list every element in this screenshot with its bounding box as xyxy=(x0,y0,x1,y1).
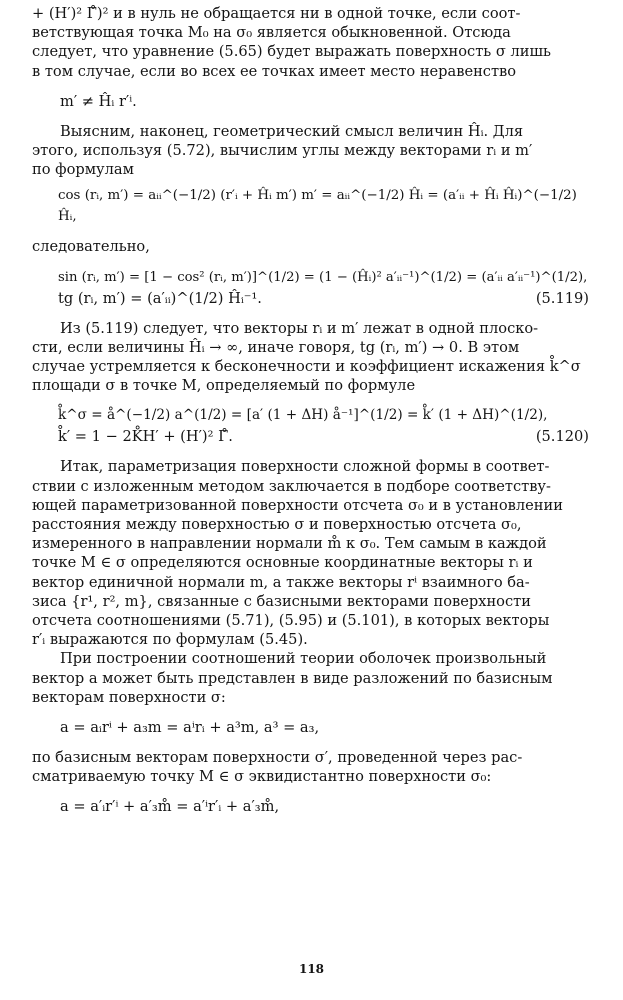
text-line: сти, если величины Ĥᵢ → ∞, иначе говоря, tg (rᵢ, m′) → 0. В этом xyxy=(32,338,520,356)
text-line: отсчета соотношениями (5.71), (5.95) и (5.101), в которых векторы xyxy=(32,612,550,630)
text-line: точке M ∈ σ определяются основные координатные векторы rᵢ и xyxy=(32,554,533,572)
equation-number: (5.119) xyxy=(535,289,589,307)
text-line: ющей параметризованной поверхности отсчета σ₀ и в установлении xyxy=(32,496,563,514)
formula-k-sigma: k̊^σ = å^(−1/2) a^(1/2) = [a′ (1 + ΔH) å⁻¹]^(1/2) = k̊′ (1 + ΔH)^(1/2), xyxy=(58,407,548,424)
text-line: Итак, параметризация поверхности сложной формы в соответ- xyxy=(60,458,550,476)
text-line: площади σ в точке M, определяемый по формуле xyxy=(32,377,416,395)
text-line: r′ᵢ выражаются по формулам (5.45). xyxy=(32,631,308,649)
page-number: 118 xyxy=(298,962,325,976)
text-line: векторам поверхности σ: xyxy=(32,688,226,706)
text-line: сматриваемую точку M ∈ σ эквидистантно поверхности σ₀: xyxy=(32,768,492,786)
text-line: вектор a может быть представлен в виде разложений по базисным xyxy=(32,669,553,687)
paragraph-1 xyxy=(32,4,593,81)
paragraph-6 xyxy=(32,649,593,707)
text-line: по базисным векторам поверхности σ′, проведенной через рас- xyxy=(32,749,523,767)
formula-sin: sin (rᵢ, m′) = [1 − cos² (rᵢ, m′)]^(1/2) = (1 − (Ĥᵢ)² a′ᵢᵢ⁻¹)^(1/2) = (a′ᵢᵢ a′ᵢᵢ⁻¹)^(1/2), xyxy=(58,269,588,285)
formula-expansion-sigma-prime: a = a′ᵢr′ⁱ + a′₃m̊ = a′ⁱr′ᵢ + a′₃m̊, xyxy=(60,798,280,816)
text-line: по формулам xyxy=(32,161,134,179)
formula-expansion-sigma: a = aᵢrⁱ + a₃m = aⁱrᵢ + a³m, a³ = a₃, xyxy=(60,719,320,737)
text-line: следует, что уравнение (5.65) будет выражать поверхность σ лишь xyxy=(32,43,552,61)
text-line: следовательно, xyxy=(32,238,150,256)
formula-inequality: m′ ≠ Ĥᵢ r′ⁱ. xyxy=(60,92,137,110)
formula-k-prime: k̊′ = 1 − 2K̊H′ + (H′)² Γ̊. (5.120) xyxy=(58,428,589,446)
text-line: случае устремляется к бесконечности и коэффициент искажения k̊^σ xyxy=(32,358,581,376)
equation-number: (5.120) xyxy=(535,428,589,446)
text-line: Выясним, наконец, геометрический смысл величин Ĥᵢ. Для xyxy=(60,122,524,140)
text-line: расстояния между поверхностью σ и поверхностью отсчета σ₀, xyxy=(32,516,522,534)
text-line: в том случае, если во всех ее точках имеет место неравенство xyxy=(32,62,517,80)
text-line: измеренного в направлении нормали m̊ к σ₀. Тем самым в каждой xyxy=(32,535,547,553)
text-line: ствии с изложенным методом заключается в подборе соответству- xyxy=(32,477,551,495)
paragraph-7 xyxy=(32,748,593,786)
text-line: этого, используя (5.72), вычислим углы между векторами rᵢ и m′ xyxy=(32,142,533,160)
text-line: Из (5.119) следует, что векторы rᵢ и m′ лежат в одной плоско- xyxy=(60,319,539,337)
formula-tg: tg (rᵢ, m′) = (a′ᵢᵢ)^(1/2) Ĥᵢ⁻¹. (5.119) xyxy=(58,289,589,307)
text-line: ветствующая точка M₀ на σ₀ является обыкновенной. Отсюда xyxy=(32,24,511,42)
text-line: + (H′)² Γ̊)² и в нуль не обращается ни в одной точке, если соот- xyxy=(32,5,521,22)
text-line: При построении соотношений теории оболочек произвольный xyxy=(60,650,547,668)
paragraph-2 xyxy=(32,122,593,180)
paragraph-4 xyxy=(32,319,593,396)
formula-cos: cos (rᵢ, m′) = aᵢᵢ^(−1/2) (r′ᵢ + Ĥᵢ m′) m′ = aᵢᵢ^(−1/2) Ĥᵢ = (a′ᵢᵢ + Ĥᵢ Ĥᵢ)^(−1/2) Ĥᵢ, xyxy=(58,188,577,225)
text-line: вектор единичной нормали m, а также векторы rⁱ взаимного ба- xyxy=(32,573,530,591)
paragraph-5 xyxy=(32,457,593,649)
text-line: зиса {r¹, r², m}, связанные с базисными векторами поверхности xyxy=(32,592,531,610)
